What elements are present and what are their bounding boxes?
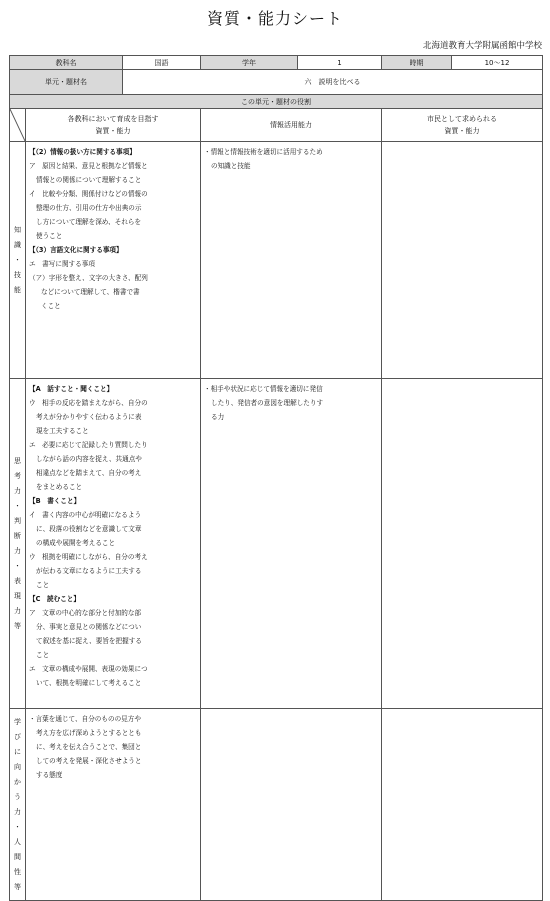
content-line: ・相手や状況に応じて情報を適切に発信: [204, 385, 323, 393]
row-label-char: 力: [14, 486, 21, 495]
row-label-char: 間: [14, 852, 21, 861]
row-label-char: 性: [14, 867, 21, 876]
row-label-knowledge-skills: [10, 142, 26, 379]
content-line: ・言葉を通じて、自分のものの見方や: [29, 715, 141, 723]
row-label-text: [11, 223, 25, 298]
subject-label: 教科名: [10, 56, 123, 70]
content-line: イ 比較や分類、関係付けなどの情報の: [29, 190, 148, 198]
content-line: こと: [36, 651, 50, 659]
content-line: し方について理解を深め、それらを: [36, 218, 142, 226]
diagonal-corner-cell: [10, 109, 26, 142]
grade-value: 1: [298, 56, 382, 70]
row-label-text: [11, 454, 25, 634]
role-header-row: [10, 95, 543, 109]
content-line: 【C 読むこと】: [29, 595, 80, 603]
content-line: 【（2）情報の扱い方に関する事項】: [29, 148, 136, 156]
row-label-char: 力: [14, 807, 21, 816]
thinking-info-cell: [201, 379, 382, 709]
col-header-citizen-competency: [382, 109, 543, 142]
row-label-char: 知: [14, 225, 21, 234]
content-line: 整理の仕方、引用の仕方や出典の示: [36, 204, 142, 212]
col-header-information-literacy: 情報活用能力: [201, 109, 382, 142]
role-header: この単元・題材の役割: [10, 95, 543, 109]
thinking-subject-cell: [26, 379, 201, 709]
content-line: （ア）字形を整え、文字の大きさ、配列: [29, 274, 148, 282]
content-line: ア 原因と結果、意見と根拠など情報と: [29, 162, 148, 170]
row-label-char: 力: [14, 546, 21, 555]
row-label-char: ・: [14, 561, 21, 570]
content-line: に、段落の役割などを意識して文章: [36, 525, 142, 533]
subject-value: 国語: [123, 56, 201, 70]
content-line: の構成や展開を考えること: [36, 539, 116, 547]
row-label-char: 能: [14, 285, 21, 294]
content-line: 【（3）言語文化に関する事項】: [29, 246, 123, 254]
row-label-char: 等: [14, 882, 21, 891]
knowledge-skills-info-cell: [201, 142, 382, 379]
knowledge-skills-subject-cell: [26, 142, 201, 379]
unit-label: 単元・題材名: [10, 70, 123, 95]
content-line: て叙述を基に捉え、要旨を把握する: [36, 637, 142, 645]
content-line: エ 書写に関する事項: [29, 260, 95, 268]
row-thinking-judgment-expression: [10, 379, 543, 709]
row-label-attitude-humanity: [10, 709, 26, 901]
knowledge-skills-citizen-cell: [382, 142, 543, 379]
content-line: ウ 相手の反応を踏まえながら、自分の: [29, 399, 148, 407]
content-line: 考えが分かりやすく伝わるように表: [36, 413, 142, 421]
row-label-char: 現: [14, 591, 21, 600]
content-line: などについて理解して、楷書で書: [41, 288, 140, 296]
grade-label: 学年: [201, 56, 298, 70]
row-attitude-humanity: [10, 709, 543, 901]
content-line: に、考えを伝え合うことで、集団と: [36, 743, 142, 751]
content-line: 相違点などを踏まえて、自分の考え: [36, 469, 142, 477]
content-line: こと: [36, 581, 50, 589]
content-line: したり、発信者の意図を理解したりす: [211, 399, 324, 407]
header-row: [10, 56, 543, 70]
row-label-char: ・: [14, 822, 21, 831]
content-line: イ 書く内容の中心が明確になるよう: [29, 511, 142, 519]
content-line: エ 文章の構成や展開、表現の効果につ: [29, 665, 148, 673]
col-header-subject-competency-line2: 資質・能力: [95, 127, 131, 135]
row-label-char: ・: [14, 501, 21, 510]
unit-row: [10, 70, 543, 95]
row-knowledge-skills: [10, 142, 543, 379]
row-label-char: 思: [14, 456, 21, 465]
row-label-char: 識: [14, 240, 21, 249]
period-value: 10〜12: [452, 56, 543, 70]
row-label-char: 人: [14, 837, 21, 846]
attitude-info-cell: [201, 709, 382, 901]
thinking-citizen-cell: [382, 379, 543, 709]
content-line: ウ 根拠を明確にしながら、自分の考え: [29, 553, 148, 561]
period-label: 時期: [382, 56, 452, 70]
attitude-subject-cell: [26, 709, 201, 901]
content-line: ア 文章の中心的な部分と付加的な部: [29, 609, 142, 617]
row-label-char: 判: [14, 516, 21, 525]
content-line: する態度: [36, 771, 63, 779]
unit-value: 六 説明を比べる: [123, 70, 543, 95]
row-label-char: 力: [14, 606, 21, 615]
content-line: ・情報と情報技術を適切に活用するため: [204, 148, 323, 156]
competency-table: [9, 55, 543, 901]
row-label-char: 技: [14, 270, 21, 279]
row-label-char: び: [14, 732, 21, 741]
content-line: 考え方を広げ深めようとするととも: [36, 729, 142, 737]
school-name: 北海道教育大学附属函館中学校: [422, 41, 542, 51]
content-line: 情報との関係について理解すること: [36, 176, 142, 184]
diagonal-line: [10, 109, 25, 141]
content-line: しての考えを発展・深化させようと: [36, 757, 142, 765]
content-line: 使うこと: [36, 232, 63, 240]
row-label-char: う: [14, 792, 21, 801]
row-label-char: 向: [14, 762, 21, 771]
col-header-subject-competency-line1: 各教科において育成を目指す: [67, 115, 159, 123]
row-label-char: に: [14, 747, 21, 756]
row-label-char: 学: [14, 717, 21, 726]
row-label-char: ・: [14, 255, 21, 264]
row-label-char: 考: [14, 471, 21, 480]
col-header-citizen-competency-line2: 資質・能力: [444, 127, 480, 135]
content-line: いて、根拠を明確にして考えること: [36, 679, 142, 687]
content-line: しながら話の内容を捉え、共通点や: [36, 455, 142, 463]
content-line: くこと: [41, 302, 61, 310]
column-header-row: [10, 109, 543, 142]
content-line: が伝わる文章になるように工夫する: [36, 567, 142, 575]
content-line: 【B 書くこと】: [29, 497, 81, 505]
row-label-char: 表: [14, 576, 21, 585]
attitude-citizen-cell: [382, 709, 543, 901]
row-label-char: 等: [14, 621, 21, 630]
col-header-subject-competency: [26, 109, 201, 142]
content-line: の知識と技能: [211, 162, 251, 170]
row-label-text: [11, 715, 25, 895]
row-label-char: 断: [14, 531, 21, 540]
sheet-title: 資質・能力シート: [206, 9, 343, 28]
content-line: る力: [211, 413, 225, 421]
col-header-citizen-competency-line1: 市民として求められる: [427, 115, 497, 123]
content-line: エ 必要に応じて記録したり質問したり: [29, 441, 148, 449]
content-line: をまとめること: [36, 483, 83, 491]
row-label-thinking-judgment-expression: [10, 379, 26, 709]
row-label-char: か: [14, 777, 21, 786]
content-line: 分、事実と意見との関係などについ: [36, 623, 142, 631]
content-line: 【A 話すこと・聞くこと】: [29, 385, 114, 393]
content-line: 現を工夫すること: [36, 427, 89, 435]
